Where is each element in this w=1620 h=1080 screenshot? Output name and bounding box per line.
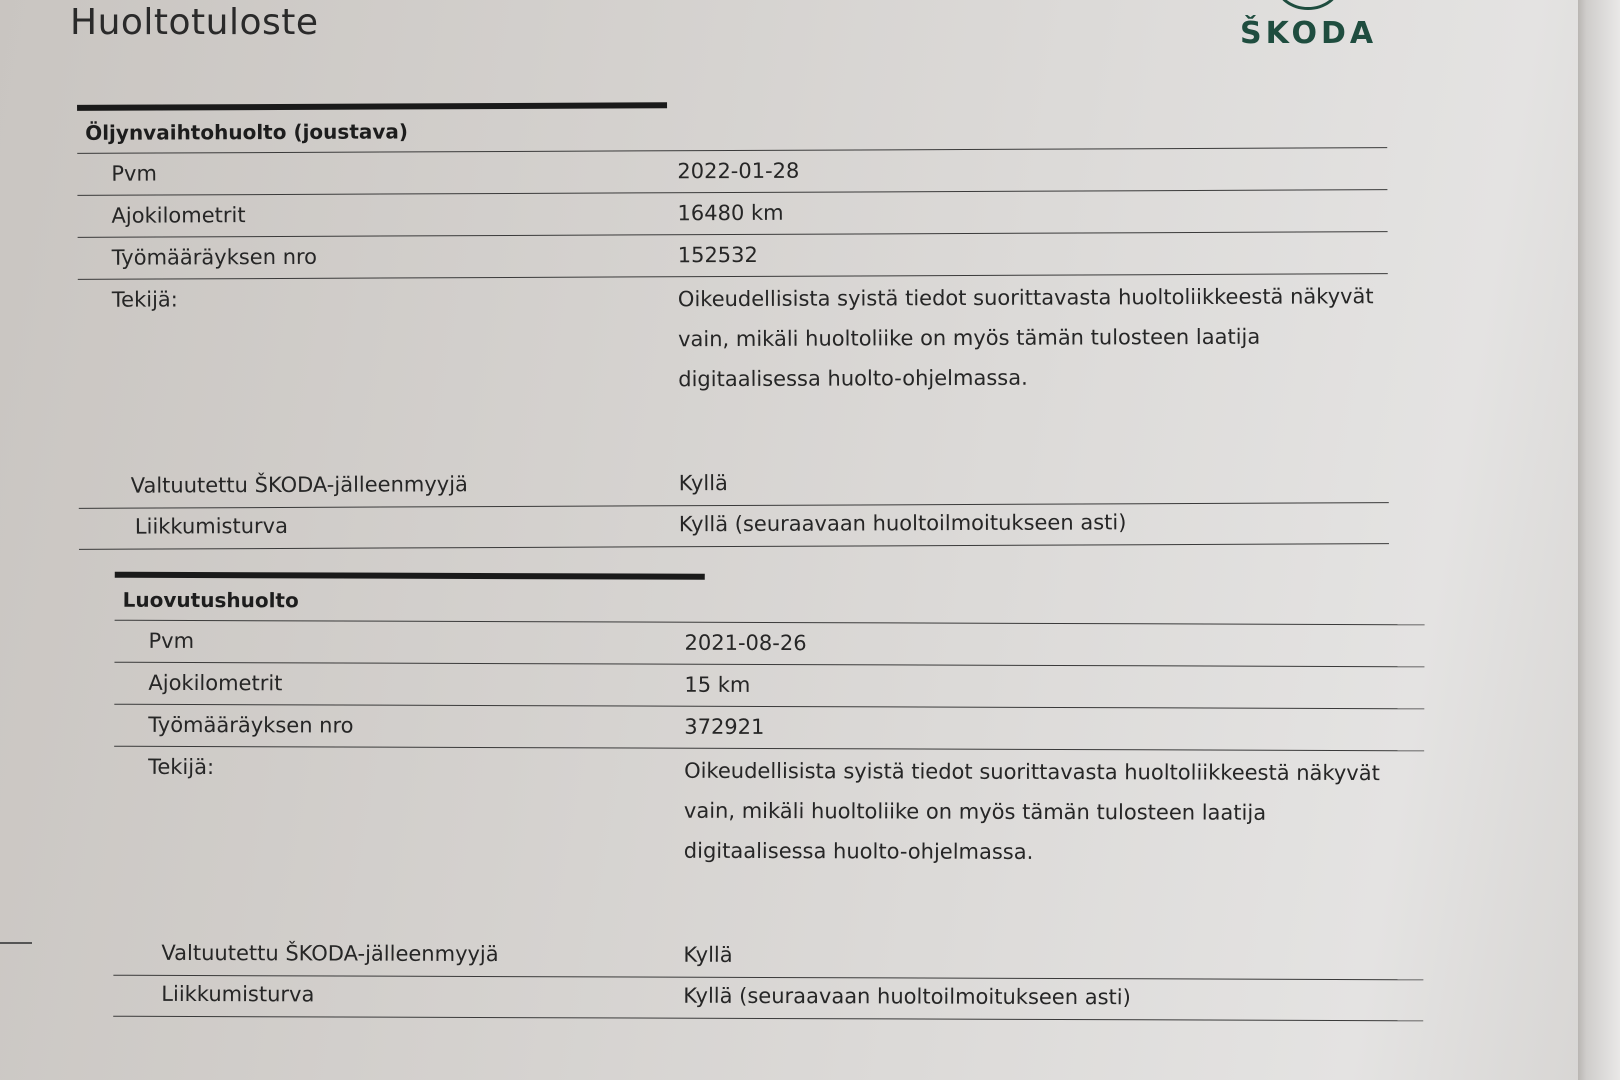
authorized-dealer-label: Valtuutettu ŠKODA-jälleenmyyjä xyxy=(161,940,499,967)
date-value: 2022-01-28 xyxy=(677,158,800,184)
authorized-dealer-value: Kyllä xyxy=(683,942,733,967)
section-heading: Luovutushuolto xyxy=(115,578,1425,626)
work-order-label: Työmääräyksen nro xyxy=(148,712,354,738)
mileage-label: Ajokilometrit xyxy=(111,203,246,228)
performer-value: Oikeudellisista syistä tiedot suorittavasta huoltoliikkeestä näkyvät vain, mikäli huoltoliike on myös tämän tulosteen laatija digitaalisessa huolto-ohjelmassa. xyxy=(683,758,1380,864)
margin-mark xyxy=(0,942,32,944)
row-performer xyxy=(114,747,1425,942)
service-section-delivery xyxy=(113,572,1425,1022)
skoda-logo-emblem-icon xyxy=(1276,0,1340,10)
mileage-label: Ajokilometrit xyxy=(148,670,283,696)
row-date xyxy=(114,621,1424,668)
row-authorized-dealer xyxy=(79,464,1389,509)
work-order-label: Työmääräyksen nro xyxy=(111,244,318,270)
date-label: Pvm xyxy=(148,628,195,653)
performer-label: Tekijä: xyxy=(148,754,215,780)
work-order-value: 372921 xyxy=(684,714,765,739)
row-work-order xyxy=(78,232,1388,280)
performer-value: Oikeudellisista syistä tiedot suorittavasta huoltoliikkeestä näkyvät vain, mikäli huoltoliike on myös tämän tulosteen laatija digitaalisessa huolto-ohjelmassa. xyxy=(677,284,1374,392)
row-mileage xyxy=(77,190,1387,238)
mobility-guarantee-label: Liikkumisturva xyxy=(134,513,288,539)
mobility-guarantee-value: Kyllä (seuraavaan huoltoilmoitukseen asti) xyxy=(683,983,1131,1010)
row-date xyxy=(77,148,1387,196)
mileage-value: 15 km xyxy=(684,672,751,697)
row-mileage xyxy=(114,663,1424,710)
date-value: 2021-08-26 xyxy=(684,630,807,656)
row-mobility-guarantee xyxy=(113,976,1423,1022)
mobility-guarantee-label: Liikkumisturva xyxy=(161,981,315,1007)
skoda-logo: ŠKODA xyxy=(1240,16,1378,51)
performer-label: Tekijä: xyxy=(111,287,178,312)
authorized-dealer-value: Kyllä xyxy=(678,471,728,496)
date-label: Pvm xyxy=(111,161,157,186)
row-authorized-dealer xyxy=(113,937,1423,981)
document-title: Huoltotuloste xyxy=(70,2,319,43)
section-heading: Öljynvaihtohuolto (joustava) xyxy=(77,105,1387,154)
row-performer xyxy=(78,274,1389,470)
sheet-edge-shadow xyxy=(1578,0,1620,1080)
mobility-guarantee-value: Kyllä (seuraavaan huoltoilmoitukseen asti) xyxy=(678,510,1127,537)
row-work-order xyxy=(114,705,1424,752)
service-section-oil-change xyxy=(77,99,1389,550)
row-mobility-guarantee xyxy=(79,503,1389,550)
mileage-value: 16480 km xyxy=(677,200,784,226)
work-order-value: 152532 xyxy=(677,242,758,268)
authorized-dealer-label: Valtuutettu ŠKODA-jälleenmyyjä xyxy=(130,472,468,498)
